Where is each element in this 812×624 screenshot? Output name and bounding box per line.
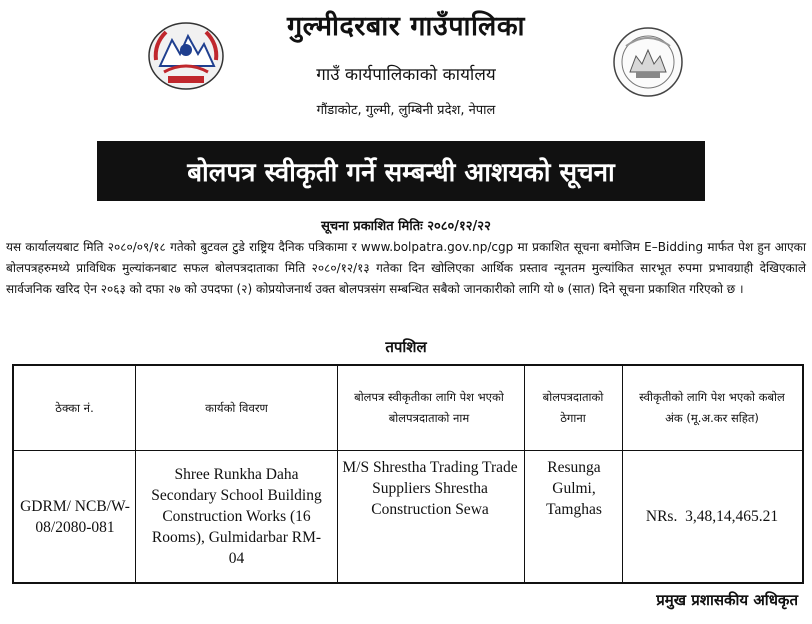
office-address: गौंडाकोट, गुल्मी, लुम्बिनी प्रदेश, नेपाल	[316, 103, 496, 118]
published-date: सूचना प्रकाशित मितिः २०८०/१२/२२	[321, 219, 491, 234]
row-bidder-address: Resunga Gulmi, Tamghas	[546, 459, 602, 518]
signature-title: प्रमुख प्रशासकीय अधिकृत	[656, 591, 798, 609]
column-divider	[524, 366, 525, 582]
column-divider	[337, 366, 338, 582]
contract-table	[12, 364, 804, 584]
header-bidder-address: बोलपत्रदाताको ठेगाना	[542, 390, 604, 425]
municipality-seal-icon	[612, 26, 684, 98]
header-contract-no: ठेक्का नं.	[55, 400, 94, 415]
row-work-description: Shree Runkha Daha Secondary School Building Construction Works (16 Rooms), Gulmidarbar RM-04	[151, 466, 322, 567]
row-bidder-name: M/S Shrestha Trading Trade Suppliers Shrestha Construction Sewa	[342, 459, 518, 518]
row-bid-amount: NRs. 3,48,14,465.21	[645, 508, 779, 525]
column-divider	[622, 366, 623, 582]
section-heading: तपशिल	[385, 338, 427, 356]
office-subtitle: गाउँ कार्यपालिकाको कार्यालय	[316, 65, 496, 85]
notice-title: बोलपत्र स्वीकृती गर्ने सम्बन्धी आशयको सूचना	[97, 141, 705, 201]
row-contract-no: GDRM/ NCB/W- 08/2080-081	[20, 497, 130, 536]
office-name: गुल्मीदरबार गाउँपालिका	[286, 11, 526, 42]
notice-body: यस कार्यालयबाट मिति २०८०/०९/१८ गतेको बुटवल टुडे राष्ट्रिय दैनिक पत्रिकामा र www.bolpatra.gov.np/cgp मा प्रकाशित सूचना बमोजिम E–Bidding मार्फत पेश हुन आएका बोलपत्रहरुमध्ये प्राविधिक मुल्यांकनबाट सफल बोलपत्रदाताका मिति २०८०/१२/१३ गतेका दिन खोलिएका आर्थिक प्रस्ताव न्यूनतम मुल्यांकित सारभूत रुपमा प्रभावग्राही देखिएकाले सार्वजनिक खरिद ऐन २०६३ को दफा २७ को उपदफा (२) कोप्रयोजनार्थ उक्त बोलपत्रसंग सम्बन्धित सबैको जानकारीको लागि यो ७ (सात) दिने सूचना प्रकाशित गरिएको छ ।	[6, 240, 806, 296]
header-bidder-name: बोलपत्र स्वीकृतीका लागि पेश भएको बोलपत्रदाताको नाम	[354, 390, 504, 425]
header-bid-amount: स्वीकृतीको लागि पेश भएको कबोल अंक (मू.अ.कर सहित)	[639, 390, 785, 425]
header-work-description: कार्यको विवरण	[205, 400, 268, 415]
